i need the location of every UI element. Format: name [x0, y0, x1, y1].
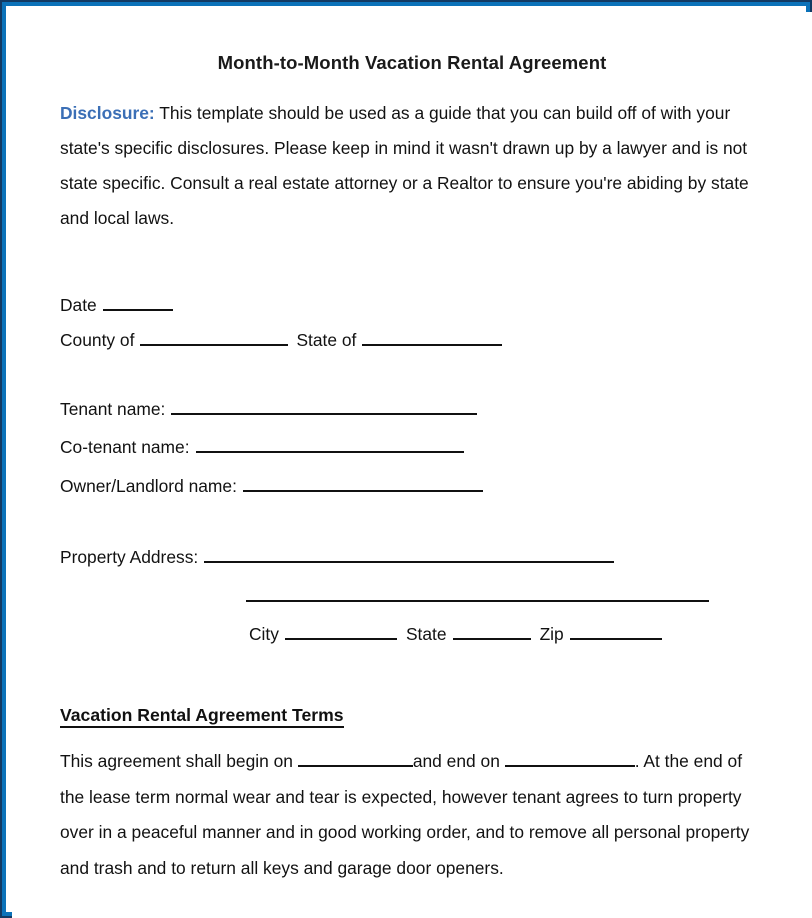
terms-text-part-3: . At the end of the lease term normal wear and tear is expected, however tenant agrees to turn property over in a peaceful manner and in good working order, and to remove all personal property and trash and to return all keys and garage door openers. [60, 751, 750, 878]
property-address-input-blank[interactable] [204, 545, 614, 563]
property-address-field-row [60, 545, 812, 566]
terms-heading-wrap [12, 643, 812, 726]
document-body [12, 12, 812, 918]
cotenant-name-field-row [60, 435, 812, 456]
address-state-label: State [405, 623, 447, 644]
disclosure-paragraph [12, 74, 812, 236]
date-label: Date [60, 295, 97, 315]
terms-text-part-1: This agreement shall begin on [60, 751, 298, 772]
cotenant-name-label: Co-tenant name: [60, 437, 190, 458]
property-address-line2-row [60, 584, 812, 605]
zip-input-blank[interactable] [570, 622, 662, 640]
terms-heading-text: Vacation Rental Agreement Terms [60, 705, 344, 728]
date-location-group [12, 236, 812, 350]
city-label: City [249, 623, 279, 644]
page-title: Month-to-Month Vacation Rental Agreement [217, 52, 607, 73]
owner-landlord-name-label: Owner/Landlord name: [60, 475, 237, 496]
date-field-row [60, 293, 812, 314]
names-group [12, 350, 812, 495]
county-input-blank[interactable] [140, 328, 288, 346]
owner-landlord-name-field-row [60, 474, 812, 495]
page-border-inner [2, 2, 810, 916]
state-label: State of [296, 330, 357, 351]
date-input-blank[interactable] [103, 293, 173, 311]
property-address-group [12, 495, 812, 643]
disclosure-text: This template should be used as a guide that you can build off of with your state's specific disclosures. Please keep in mind it wasn't drawn up by a lawyer and is not state specific. Consult a real estate attorney or a Realtor to ensure you're abiding by state and local laws. [60, 103, 749, 228]
tenant-name-label: Tenant name: [60, 398, 166, 419]
tenant-name-input-blank[interactable] [171, 397, 477, 415]
county-state-field-row [60, 328, 812, 349]
lease-begin-date-blank[interactable] [298, 749, 413, 767]
city-input-blank[interactable] [285, 622, 397, 640]
address-state-input-blank[interactable] [453, 622, 531, 640]
state-input-blank[interactable] [362, 328, 502, 346]
terms-paragraph [12, 726, 812, 886]
property-address-label: Property Address: [60, 547, 199, 568]
lease-end-date-blank[interactable] [505, 749, 635, 767]
terms-heading [12, 705, 812, 726]
owner-landlord-name-input-blank[interactable] [243, 474, 483, 492]
property-address-line2-blank[interactable] [246, 584, 709, 602]
disclosure-label: Disclosure: [60, 103, 155, 123]
county-label: County of [60, 330, 135, 351]
city-state-zip-row [60, 622, 812, 643]
cotenant-name-input-blank[interactable] [196, 435, 464, 453]
zip-label: Zip [539, 623, 564, 644]
terms-text-part-2: and end on [412, 751, 505, 772]
tenant-name-field-row [60, 397, 812, 418]
